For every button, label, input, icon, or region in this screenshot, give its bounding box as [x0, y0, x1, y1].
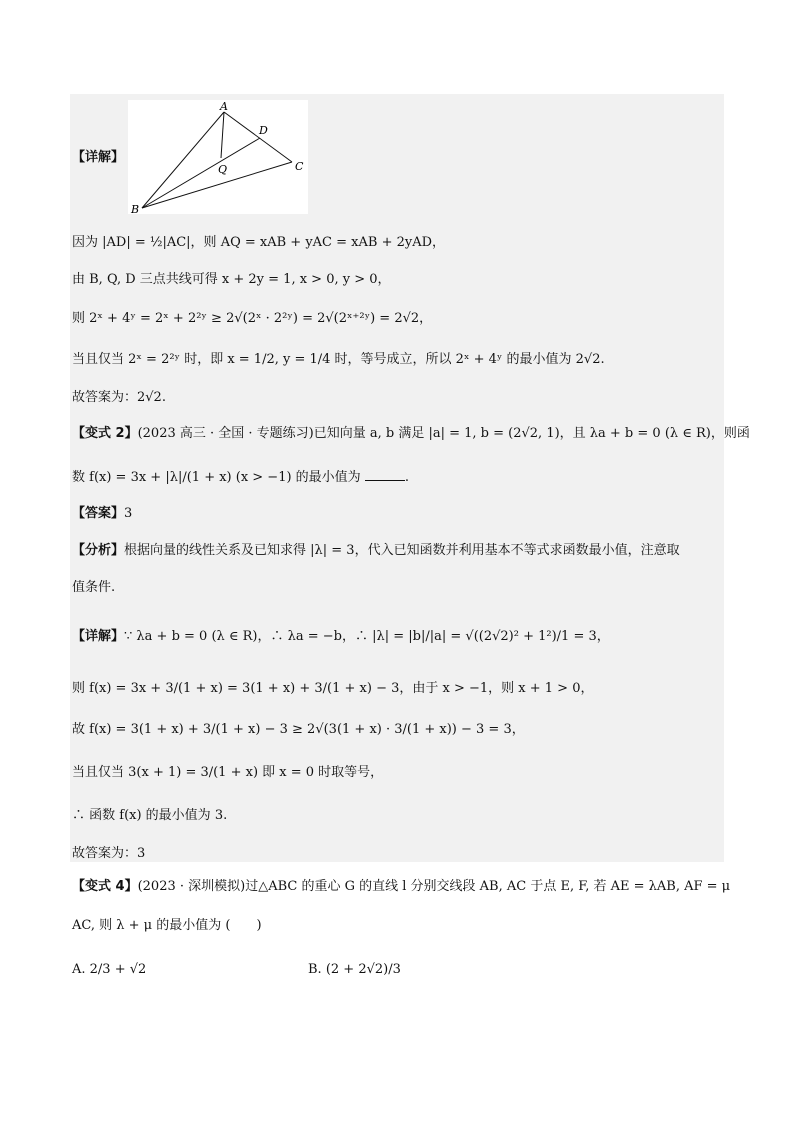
- variant2-detail-line6: 故答案为：3: [72, 846, 146, 861]
- label-Q: Q: [218, 163, 228, 176]
- variant2-question-line2: [72, 468, 409, 488]
- option-b: B. (2 + 2√2)/3: [308, 962, 401, 977]
- answer-label: 【答案】: [72, 506, 125, 521]
- option-a: A. 2/3 + √2: [72, 962, 147, 977]
- variant2-answer-line: [72, 504, 132, 524]
- triangle-figure: [128, 100, 308, 214]
- variant2-q2-end: .: [404, 470, 409, 485]
- label-C: C: [295, 160, 304, 173]
- variant2-source: (2023 高三 · 全国 · 专题练习): [137, 426, 314, 441]
- detail-label-2: 【详解】: [72, 629, 125, 644]
- variant2-analysis-line2: 值条件.: [72, 580, 116, 595]
- label-A: A: [220, 100, 228, 113]
- variant2-detail-line4: 当且仅当 3(x + 1) = 3/(1 + x) 即 x = 0 时取等号，: [72, 765, 384, 780]
- label-D: D: [259, 124, 268, 137]
- variant4-q1: 过△ABC 的重心 G 的直线 l 分别交线段 AB, AC 于点 E, F, 若 AE = λAB, AF = μ: [245, 879, 731, 894]
- variant2-label: 【变式 2】: [72, 426, 138, 441]
- variant2-detail-line1: [72, 627, 610, 647]
- variant4-question-line1: [72, 877, 730, 897]
- variant2-question-line1: [72, 424, 750, 444]
- answer-value: 3: [124, 506, 133, 521]
- variant4-question-line2: AC, 则 λ + μ 的最小值为 ( ): [72, 918, 262, 933]
- detail1-line2: 由 B, Q, D 三点共线可得 x + 2y = 1, x > 0, y > 0，: [72, 272, 391, 287]
- detail1-line1: 因为 |AD| = ½|AC|，则 AQ = xAB + yAC = xAB + 2yAD，: [72, 235, 446, 250]
- detail1-line4: 当且仅当 2ˣ = 2²ʸ 时，即 x = 1/2, y = 1/4 时，等号成立，所以 2ˣ + 4ʸ 的最小值为 2√2.: [72, 352, 605, 367]
- detail-label-1: 【详解】: [72, 150, 125, 165]
- variant2-detail-line5: ∴ 函数 f(x) 的最小值为 3.: [72, 808, 228, 823]
- analysis-text-1: 根据向量的线性关系及已知求得 |λ| = 3，代入已知函数并利用基本不等式求函数最小值，注意取: [124, 543, 680, 558]
- variant2-q1: 已知向量 a, b 满足 |a| = 1, b = (2√2, 1)，且 λa + b = 0 (λ ∈ R)，则函: [313, 426, 750, 441]
- variant4-label: 【变式 4】: [72, 879, 138, 894]
- variant2-q2: 数 f(x) = 3x + |λ|/(1 + x) (x > −1) 的最小值为: [72, 470, 361, 485]
- variant4-source: (2023 · 深圳模拟): [137, 879, 246, 894]
- variant2-analysis-line1: [72, 541, 680, 561]
- answer-blank: [365, 468, 405, 481]
- variant2-detail-line3: 故 f(x) = 3(1 + x) + 3/(1 + x) − 3 ≥ 2√(3(1 + x) · 3/(1 + x)) − 3 = 3，: [72, 722, 525, 737]
- variant2-detail-line2: 则 f(x) = 3x + 3/(1 + x) = 3(1 + x) + 3/(1 + x) − 3，由于 x > −1，则 x + 1 > 0，: [72, 681, 594, 696]
- detail1-line3: 则 2ˣ + 4ʸ = 2ˣ + 2²ʸ ≥ 2√(2ˣ · 2²ʸ) = 2√(2ˣ⁺²ʸ) = 2√2，: [72, 311, 433, 326]
- analysis-label: 【分析】: [72, 543, 125, 558]
- detail1-answer: 故答案为：2√2.: [72, 390, 166, 405]
- label-B: B: [131, 203, 140, 214]
- detail2-d1: ∵ λa + b = 0 (λ ∈ R)，∴ λa = −b，∴ |λ| = |b|/|a| = √((2√2)² + 1²)/1 = 3，: [124, 629, 610, 644]
